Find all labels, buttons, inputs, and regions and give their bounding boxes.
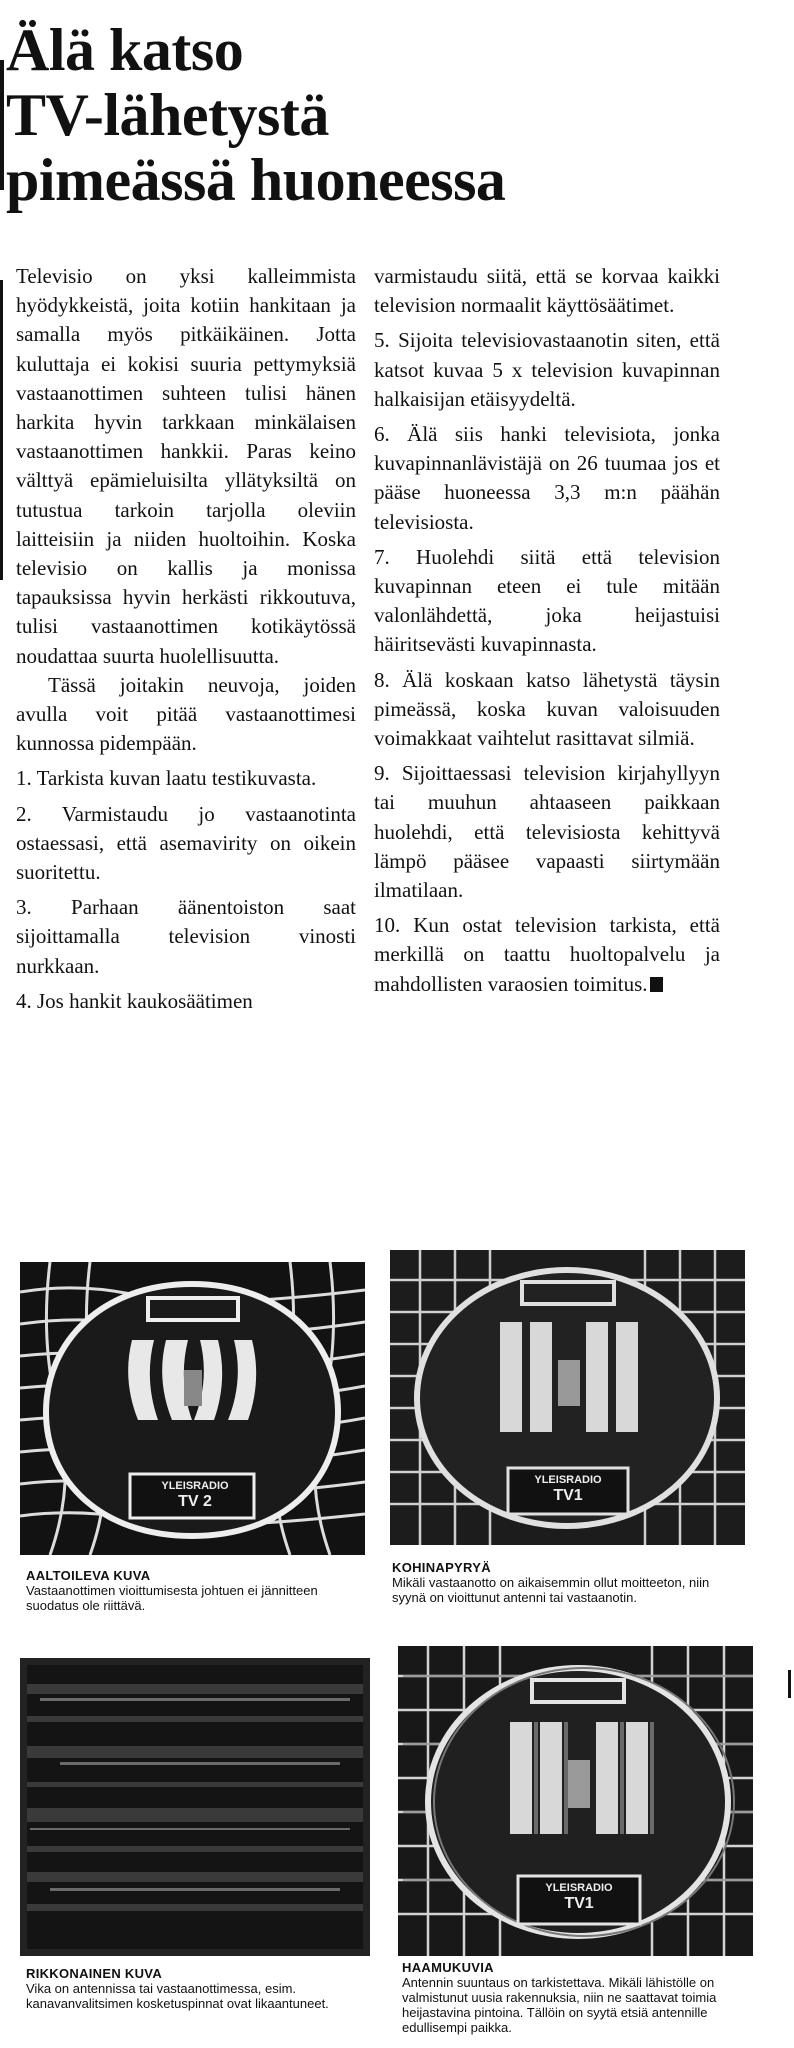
logo-channel-text: TV1 — [564, 1895, 594, 1912]
scan-edge-mark — [0, 280, 3, 580]
logo-channel-text: TV1 — [553, 1487, 583, 1504]
tip-10 — [374, 911, 720, 999]
caption-body: Vastaanottimen vioittumisesta johtuen ei jännitteen suodatus ole riittävä. — [26, 1583, 318, 1613]
logo-channel-text: TV 2 — [178, 1493, 212, 1510]
end-mark — [650, 977, 663, 992]
caption-body: Vika on antennissa tai vastaanottimessa, esim. kanavanvalitsimen kosketuspinnat ovat likaantuneet. — [26, 1981, 329, 2011]
tv-test-pattern-wavy — [20, 1262, 365, 1555]
tip-8: 8. Älä koskaan katso lähetystä täysin pimeässä, koska kuvan valoisuuden voimakkaat vaihtelut rasittavat silmiä. — [374, 667, 720, 751]
advice-intro-paragraph: Tässä joitakin neuvoja, joiden avulla voit pitää vastaanottimesi kunnossa pidempään. — [16, 672, 356, 756]
tv1-logo-ghost — [538, 1882, 620, 1913]
headline-line-3: pimeässä huoneessa — [6, 147, 506, 213]
caption-title: AALTOILEVA KUVA — [26, 1568, 151, 1583]
tip-1: 1. Tarkista kuvan laatu testikuvasta. — [16, 766, 317, 791]
tv-broken-picture — [20, 1658, 370, 1956]
caption-title: HAAMUKUVIA — [402, 1960, 494, 1975]
caption-title: KOHINAPYRYÄ — [392, 1560, 491, 1575]
caption-ghost-images — [402, 1960, 754, 2035]
tip-5: 5. Sijoita televisiovastaanotin siten, että katsot kuvaa 5 x television kuvapinnan halkaisijan etäisyydeltä. — [374, 328, 720, 411]
tip-3: 3. Parhaan äänentoiston saat sijoittamalla television vinosti nurkkaan. — [16, 895, 356, 978]
logo-top-text: YLEISRADIO — [545, 1882, 613, 1894]
caption-noise — [392, 1560, 742, 1605]
scan-edge-mark — [788, 1670, 791, 1698]
photo-wavy-picture — [20, 1262, 365, 1555]
headline-line-1: Älä katso — [6, 17, 244, 83]
photo-broken-picture — [20, 1658, 370, 1956]
tip-10-text: 10. Kun ostat television tarkista, että merkillä on taattu huoltopalvelu ja mahdollisten varaosien toimitus. — [374, 913, 720, 996]
tip-9: 9. Sijoittaessasi television kirjahyllyyn tai muuhun ahtaaseen paikkaan huolehdi, että televisiosta kehittyvä lämpö pääsee vapaasti siirtymään ilmatilaan. — [374, 761, 720, 903]
caption-body: Mikäli vastaanotto on aikaisemmin ollut moitteeton, niin syynä on vioittunut antenni tai vastaanotin. — [392, 1575, 710, 1605]
tip-6: 6. Älä siis hanki televisiota, jonka kuvapinnanlävistäjä on 26 tuumaa jos et pääse huoneessa 3,3 m:n päähän televisiosta. — [374, 422, 720, 534]
article-column-left — [16, 262, 356, 1016]
scan-edge-mark — [0, 60, 4, 190]
logo-top-text: YLEISRADIO — [534, 1474, 602, 1486]
caption-body: Antennin suuntaus on tarkistettava. Mikäli lähistölle on valmistunut uusia rakennuksia, niin ne saattavat toimia heijastavina pintoina. Tällöin on syytä etsiä antennille edullisempi paikka. — [402, 1975, 717, 2035]
tv1-logo — [528, 1474, 608, 1505]
headline-line-2: TV-lähetystä — [6, 82, 329, 148]
tip-4-continued: varmistaudu siitä, että se korvaa kaikki television normaalit käyttösäätimet. — [374, 264, 720, 318]
caption-wavy-picture — [26, 1568, 366, 1613]
photo-ghost-images — [398, 1646, 753, 1956]
headline — [6, 18, 606, 213]
caption-title: RIKKONAINEN KUVA — [26, 1966, 163, 1981]
logo-top-text: YLEISRADIO — [161, 1480, 229, 1492]
intro-paragraph: Televisio on yksi kalleimmista hyödykkeistä, joita kotiin hankitaan ja samalla myös pitkäikäinen. Jotta kuluttaja ei kokisi suuria pettymyksiä vastaanottimen suhteen tulisi hänen harkita hyvin tarkkaan minkälaisen vastaanottimen hankkii. Paras keino välttyä epämieluisilta yllätyksiltä on tutustua tarkoin tarjolla oleviin laitteisiin ja niiden huoltoihin. Koska televisio on kallis ja monissa tapauksissa hyvin herkästi rikkoutuva, tulisi vastaanottimen kotikäytössä noudattaa suurta huolellisuutta. — [16, 264, 356, 668]
tip-2: 2. Varmistaudu jo vastaanotinta ostaessasi, että asemavirity on oikein suoritettu. — [16, 801, 356, 885]
tip-7: 7. Huolehdi siitä että television kuvapinnan eteen ei tule mitään valonlähdettä, joka heijastuisi häiritsevästi kuvapinnasta. — [374, 544, 720, 657]
tv2-logo — [155, 1480, 235, 1511]
photo-noise — [390, 1250, 745, 1545]
article-column-right — [374, 262, 720, 999]
caption-broken-picture — [26, 1966, 370, 2011]
tip-4-start: 4. Jos hankit kaukosäätimen — [16, 988, 253, 1013]
